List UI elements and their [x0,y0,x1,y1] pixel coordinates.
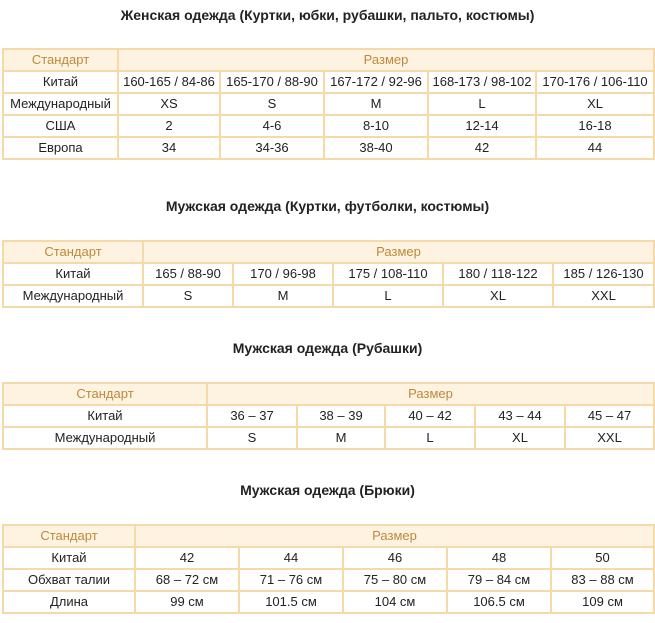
table-cell: 180 / 118-122 [443,263,553,285]
table-cell: 185 / 126-130 [553,263,654,285]
table-row [3,263,654,285]
table-header-row [3,49,654,71]
size-header: Размер [135,525,654,547]
table-cell: XXL [553,285,654,307]
row-label: Европа [3,137,118,159]
row-label: Длина [3,591,135,613]
table-cell: 38-40 [324,137,428,159]
table-header-row [3,383,654,405]
table-header-row [3,241,654,263]
table-cell: 168-173 / 98-102 [428,71,536,93]
table-cell: 12-14 [428,115,536,137]
table-row [3,569,654,591]
row-label: США [3,115,118,137]
table-row [3,405,654,427]
table-cell: 8-10 [324,115,428,137]
standard-header: Стандарт [3,241,143,263]
table-cell: M [324,93,428,115]
table-cell: XL [443,285,553,307]
table-cell: 45 – 47 [565,405,654,427]
row-label: Международный [3,285,143,307]
womens-clothing-title: Женская одежда (Куртки, юбки, рубашки, пальто, костюмы) [120,7,535,23]
mens-jackets-size-table [2,240,655,308]
table-cell: 46 [343,547,447,569]
table-cell: 44 [536,137,654,159]
table-cell: S [207,427,297,449]
row-label: Китай [3,263,143,285]
table-cell: 2 [118,115,220,137]
table-cell: 167-172 / 92-96 [324,71,428,93]
table-cell: 16-18 [536,115,654,137]
table-row [3,427,654,449]
table-cell: 109 см [551,591,654,613]
table-cell: 48 [447,547,551,569]
table-row [3,93,654,115]
table-cell: 50 [551,547,654,569]
table-row [3,115,654,137]
table-cell: 40 – 42 [385,405,475,427]
table-cell: 34 [118,137,220,159]
table-cell: 101.5 см [239,591,343,613]
table-cell: 44 [239,547,343,569]
standard-header: Стандарт [3,383,207,405]
table-cell: L [333,285,443,307]
table-cell: XS [118,93,220,115]
table-cell: 83 – 88 см [551,569,654,591]
table-cell: 68 – 72 см [135,569,239,591]
table-cell: 160-165 / 84-86 [118,71,220,93]
table-cell: 36 – 37 [207,405,297,427]
table-cell: 34-36 [220,137,324,159]
row-label: Китай [3,405,207,427]
standard-header: Стандарт [3,49,118,71]
standard-header: Стандарт [3,525,135,547]
table-row [3,547,654,569]
mens-shirts-size-table [2,382,655,450]
table-row [3,71,654,93]
row-label: Китай [3,71,118,93]
table-cell: 106.5 см [447,591,551,613]
size-header: Размер [207,383,654,405]
table-cell: 42 [428,137,536,159]
table-row [3,285,654,307]
table-cell: 42 [135,547,239,569]
table-cell: 175 / 108-110 [333,263,443,285]
table-cell: M [297,427,385,449]
table-cell: 79 – 84 см [447,569,551,591]
table-cell: XL [536,93,654,115]
mens-shirts-title: Мужская одежда (Рубашки) [232,340,423,356]
table-cell: 43 – 44 [475,405,565,427]
table-row [3,137,654,159]
table-cell: S [143,285,233,307]
table-cell: 38 – 39 [297,405,385,427]
mens-jackets-title: Мужская одежда (Куртки, футболки, костюмы) [165,198,490,214]
table-cell: 165-170 / 88-90 [220,71,324,93]
table-cell: XXL [565,427,654,449]
table-cell: 170-176 / 106-110 [536,71,654,93]
mens-trousers-size-table [2,524,655,614]
row-label: Обхват талии [3,569,135,591]
table-cell: 104 см [343,591,447,613]
table-cell: 170 / 96-98 [233,263,333,285]
mens-trousers-title: Мужская одежда (Брюки) [240,482,415,498]
table-cell: 75 – 80 см [343,569,447,591]
table-cell: 99 см [135,591,239,613]
table-cell: L [428,93,536,115]
table-cell: M [233,285,333,307]
size-header: Размер [118,49,654,71]
table-header-row [3,525,654,547]
table-cell: L [385,427,475,449]
table-row [3,591,654,613]
table-cell: 4-6 [220,115,324,137]
table-cell: S [220,93,324,115]
womens-size-table [2,48,655,160]
row-label: Китай [3,547,135,569]
size-header: Размер [143,241,654,263]
row-label: Международный [3,93,118,115]
table-cell: XL [475,427,565,449]
table-cell: 71 – 76 см [239,569,343,591]
row-label: Международный [3,427,207,449]
table-cell: 165 / 88-90 [143,263,233,285]
